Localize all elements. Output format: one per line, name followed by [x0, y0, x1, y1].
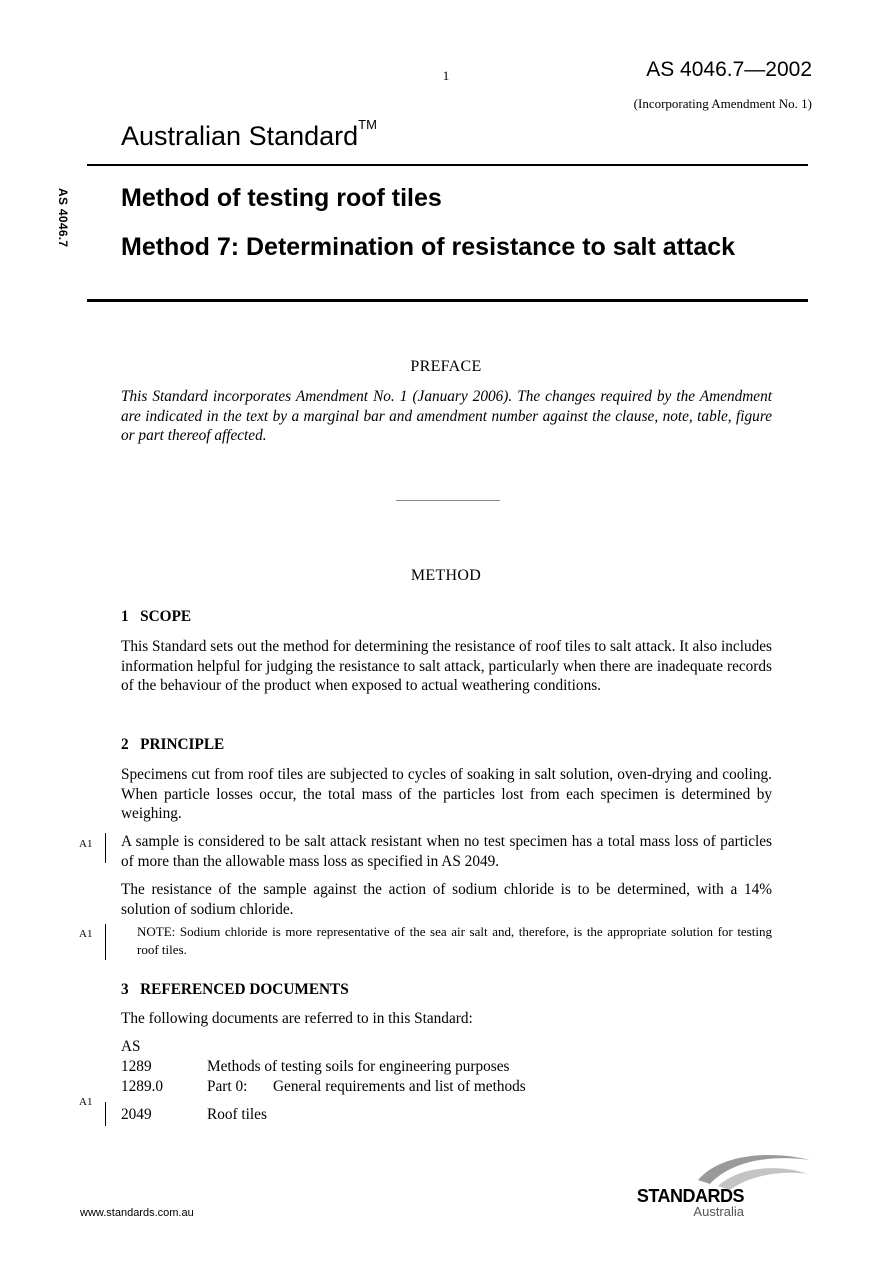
logo-subtext: Australia	[693, 1204, 744, 1219]
reference-part: Part 0:	[207, 1078, 248, 1095]
series-title-text: Australian Standard	[121, 121, 359, 151]
header-rule	[87, 164, 808, 166]
method-heading: METHOD	[410, 567, 482, 584]
references-intro: The following documents are referred to in this Standard:	[121, 1010, 473, 1027]
logo-wordmark: STANDARDS	[636, 1186, 744, 1206]
reference-title: General requirements and list of methods	[273, 1078, 526, 1095]
side-standard-id: AS 4046.7	[56, 188, 70, 248]
footer-url[interactable]: www.standards.com.au	[80, 1207, 194, 1219]
amendment-tag: A1	[79, 838, 93, 850]
amendment-tag: A1	[79, 1096, 93, 1108]
scope-heading: 1 SCOPE	[121, 608, 192, 625]
principle-paragraph-1: Specimens cut from roof tiles are subjected to cycles of soaking in salt solution, oven-drying and cooling. When particle losses occur, the total mass of the particles lost from each specimen is determined by weighing.	[121, 766, 772, 822]
references-prefix	[121, 1037, 526, 1057]
amendment-bar	[105, 924, 106, 960]
preface-heading: PREFACE	[410, 358, 482, 375]
principle-note: NOTE: Sodium chloride is more representative of the sea air salt and, therefore, is the appropriate solution for testing roof tiles.	[137, 924, 772, 957]
standard-id: AS 4046.7—2002	[646, 58, 812, 81]
references-list	[121, 1037, 526, 1125]
amendment-note: (Incorporating Amendment No. 1)	[633, 96, 812, 111]
trademark-mark: TM	[358, 117, 377, 132]
reference-item	[121, 1077, 526, 1097]
reference-item	[121, 1105, 526, 1125]
amendment-bar	[105, 1102, 106, 1126]
principle-heading: 2 PRINCIPLE	[121, 736, 225, 753]
page-number: 1	[442, 68, 450, 83]
section-separator	[396, 500, 500, 501]
principle-paragraph-3: The resistance of the sample against the action of sodium chloride is to be determined, with a 14% solution of sodium chloride.	[121, 881, 772, 918]
series-title	[121, 117, 377, 152]
references-prefix-text: AS	[121, 1038, 141, 1055]
reference-item	[121, 1057, 526, 1077]
standards-australia-logo	[630, 1148, 810, 1220]
document-title: Method of testing roof tiles	[121, 184, 442, 212]
reference-code: 1289.0	[121, 1078, 164, 1095]
reference-code: 1289	[121, 1058, 152, 1075]
reference-title: Roof tiles	[207, 1106, 267, 1123]
preface-text: This Standard incorporates Amendment No. 1 (January 2006). The changes required by the Amendment are indicated in the text by a marginal bar and amendment number against the clause, note, table, figure or part thereof affected.	[121, 388, 772, 444]
document-subtitle: Method 7: Determination of resistance to salt attack	[121, 233, 736, 261]
scope-text: This Standard sets out the method for determining the resistance of roof tiles to salt attack. It also includes information helpful for judging the resistance to salt attack, particularly when there are inadequate records of the behaviour of the product when exposed to actual weathering conditions.	[121, 638, 772, 694]
principle-paragraph-2: A sample is considered to be salt attack resistant when no test specimen has a total mass loss of particles of more than the allowable mass loss as specified in AS 2049.	[121, 833, 772, 870]
references-heading: 3 REFERENCED DOCUMENTS	[121, 981, 349, 998]
title-rule	[87, 299, 808, 302]
reference-code: 2049	[121, 1106, 152, 1123]
reference-title: Methods of testing soils for engineering purposes	[207, 1058, 510, 1075]
amendment-bar	[105, 833, 106, 863]
amendment-tag: A1	[79, 928, 93, 940]
